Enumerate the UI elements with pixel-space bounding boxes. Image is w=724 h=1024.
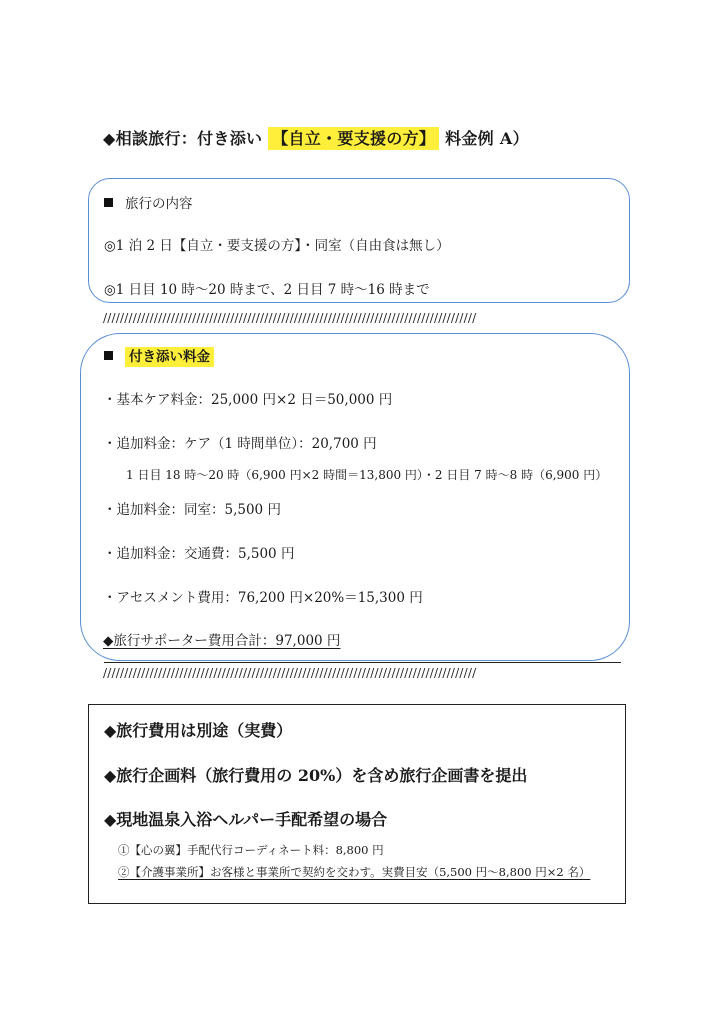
title-prefix: ◆相談旅行：付き添い	[103, 129, 263, 148]
fee-item-room: ・追加料金：同室：5,500 円	[103, 502, 281, 518]
notes-sub-1: ①【心の翼】手配代行コーディネート料：8,800 円	[118, 843, 384, 857]
square-bullet-icon	[104, 198, 113, 207]
divider-line	[104, 662, 621, 663]
fee-total: ◆旅行サポーター費用合計：97,000 円	[103, 633, 341, 649]
notes-line-1: ◆旅行費用は別途（実費）	[104, 721, 293, 740]
notes-line-3: ◆現地温泉入浴ヘルパー手配希望の場合	[104, 810, 388, 829]
content-heading: 旅行の内容	[104, 192, 193, 212]
fee-heading: 付き添い料金	[104, 345, 214, 365]
notes-sub-2: ②【介護事業所】お客様と事業所で契約を交わす。実費目安（5,500 円〜8,800 円×2 名）	[118, 865, 591, 879]
fee-item-care-detail: 1 日目 18 時〜20 時（6,900 円×2 時間＝13,800 円）・2 日目 7 時〜8 時（6,900 円）	[126, 468, 608, 482]
fee-item-assessment: ・アセスメント費用：76,200 円×20%＝15,300 円	[103, 590, 423, 606]
square-bullet-icon	[104, 351, 113, 360]
fee-item-transport: ・追加料金：交通費：5,500 円	[103, 546, 295, 562]
content-line-1: ◎1 泊 2 日【自立・要支援の方】・同室（自由食は無し）	[104, 238, 450, 254]
title-highlight: 【自立・要支援の方】	[268, 127, 439, 150]
fee-box	[80, 333, 630, 661]
notes-line-2: ◆旅行企画料（旅行費用の 20%）を含め旅行企画書を提出	[104, 766, 528, 785]
separator-bottom: ////////////////////////////////////////////////////////////////////////////////////////	[103, 666, 477, 680]
title-suffix: 料金例 A）	[445, 129, 529, 148]
fee-item-care: ・追加料金：ケア（1 時間単位）：20,700 円	[103, 436, 377, 452]
fee-item-basic: ・基本ケア料金：25,000 円×2 日＝50,000 円	[103, 392, 393, 408]
content-line-2: ◎1 日目 10 時〜20 時まで、2 日目 7 時〜16 時まで	[104, 282, 430, 298]
page-title	[103, 126, 529, 149]
separator-top: ////////////////////////////////////////////////////////////////////////////////////////	[103, 311, 477, 325]
